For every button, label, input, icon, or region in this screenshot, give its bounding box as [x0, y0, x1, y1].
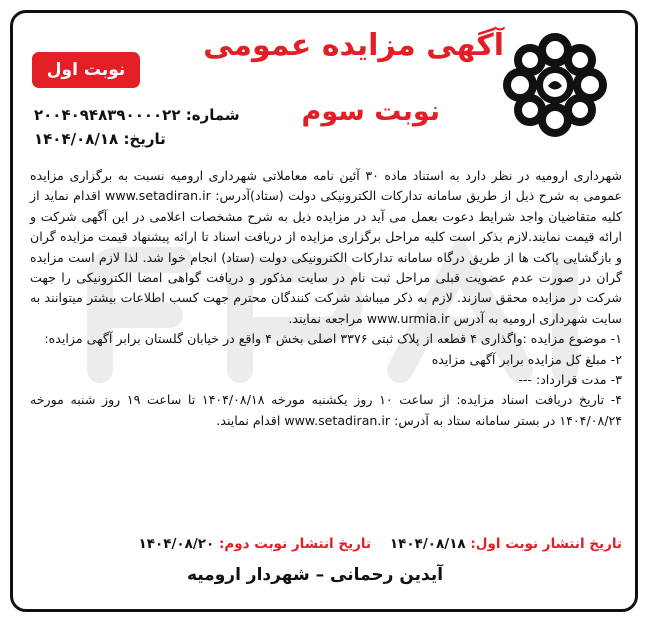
notice-round-title: نوبت سوم: [301, 96, 440, 127]
municipality-logo-icon: [500, 30, 610, 140]
first-publication-label: تاریخ انتشار نوبت اول:: [470, 536, 622, 552]
first-publication-date: ۱۴۰۴/۰۸/۱۸: [389, 536, 466, 552]
notice-title: آگهی مزایده عمومی: [203, 28, 504, 63]
item-subject: ۱- موضوع مزایده :واگذاری ۴ قطعه از پلاک ثبتی ۳۳۷۶ اصلی بخش ۴ واقع در خیابان گلستان برابر آگهی مزایده:: [44, 331, 622, 347]
intro-paragraph: شهرداری ارومیه در نظر دارد به استناد ماده ۳۰ آئین نامه معاملاتی شهرداری ارومیه نسبت به برگزاری مزایده عمومی به شرح ذیل از طریق سامانه تدارکات الکترونیکی دولت (ستاد)آدرس: www.setadiran.ir اقدام نماید از کلیه متقاضیان واجد شرایط دعوت بعمل می آید در مزایده ذیل به شرح مشخصات اعلامی در این آگهی شرکت و ارائه قیمت نمایند.لازم بذکر است کلیه مراحل برگزاری مزایده از دریافت اسناد تا ارائه پیشنهاد قیمت مزایده گران و بازگشایی پاکت ها از طریق درگاه سامانه تدارکات الکترونیکی دولت (ستاد) انجام خوا شد. لذا لازم است مزایده گران در صورت عدم عضویت قبلی مراحل ثبت نام در سایت مذکور و دریافت گواهی امضا الکترونیکی را جهت شرکت در مزایده محقق سازند. لازم به ذکر میباشد شرکت کنندگان محترم جهت کسب اطلاعات بیشتر میتوانند به سایت شهرداری ارومیه به آدرس www.urmia.ir مراجعه نمایند.: [30, 168, 622, 326]
publication-dates: [30, 536, 622, 552]
second-publication-date: ۱۴۰۴/۰۸/۲۰: [138, 536, 215, 552]
notice-date-label: تاریخ:: [123, 130, 166, 148]
item-amount: ۲- مبلغ کل مزایده برابر آگهی مزایده: [431, 351, 622, 367]
notice-date: [34, 130, 166, 148]
notice-number-label: شماره:: [185, 106, 240, 124]
item-duration: ۳- مدت قرارداد: ---: [518, 372, 622, 388]
item-documents-date: ۴- تاریخ دریافت اسناد مزایده: از ساعت ۱۰ روز یکشنبه مورخه ۱۴۰۴/۰۸/۱۸ تا ساعت ۱۹ روز شنبه مورخه ۱۴۰۴/۰۸/۲۴ در بستر سامانه ستاد به آدرس: www.setadiran.ir اقدام نمایند.: [30, 392, 623, 428]
notice-body: [30, 166, 622, 431]
signature: آیدین رحمانی – شهردار ارومیه: [186, 565, 444, 585]
round-badge: نوبت اول: [32, 52, 140, 88]
notice-date-value: ۱۴۰۴/۰۸/۱۸: [34, 130, 119, 148]
notice-number: [34, 106, 240, 124]
notice-number-value: ۲۰۰۴۰۹۴۸۳۹۰۰۰۰۲۲: [34, 106, 181, 124]
second-publication-label: تاریخ انتشار نوبت دوم:: [218, 536, 372, 552]
